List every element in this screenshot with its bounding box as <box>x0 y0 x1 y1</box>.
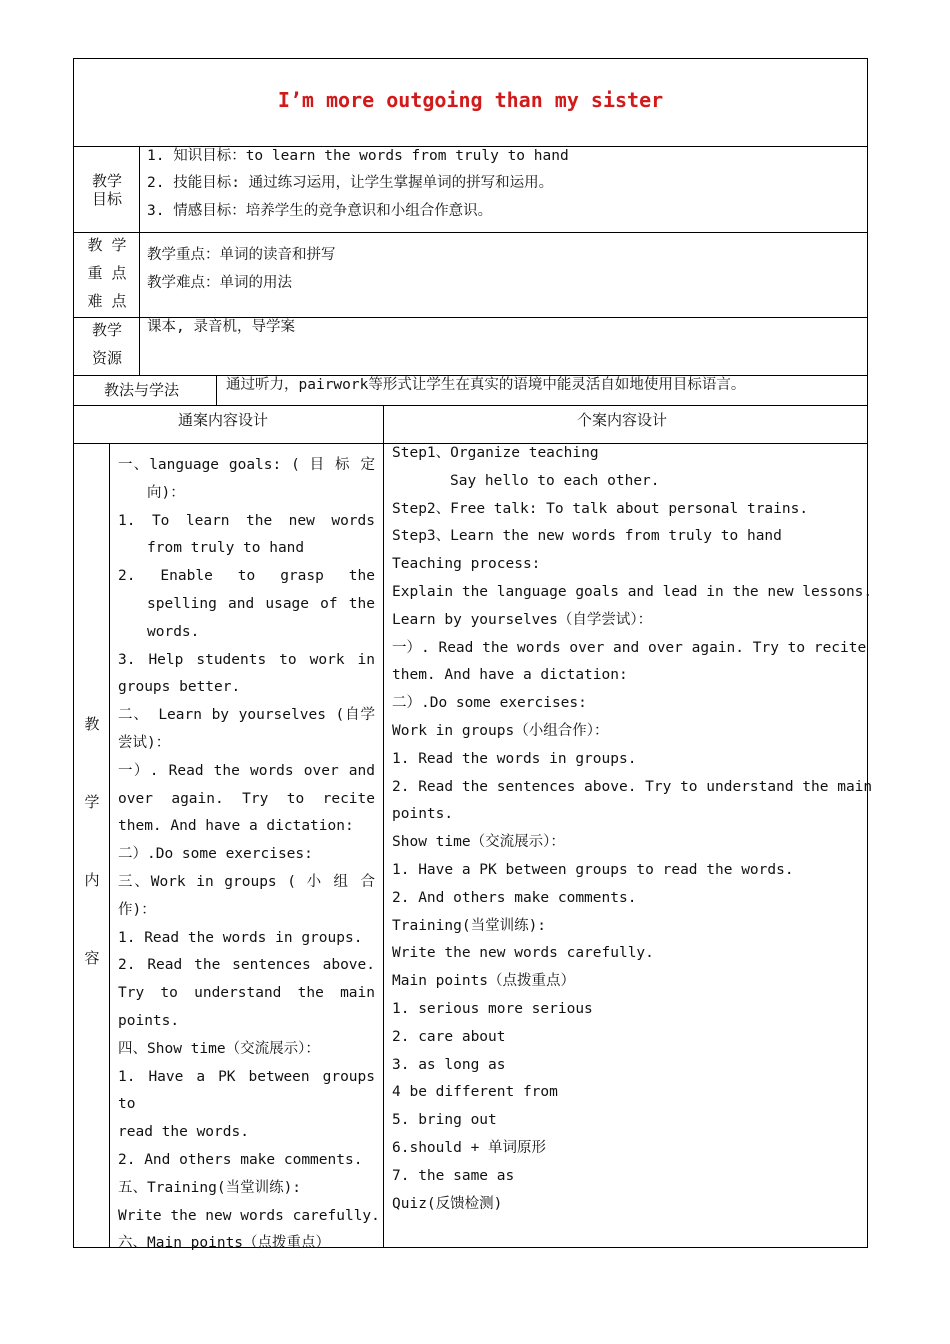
content-line: points. <box>392 806 454 823</box>
content-line: spelling and usage of the <box>147 595 375 612</box>
content-line: 4 be different from <box>392 1084 558 1101</box>
content-line: 尝试)： <box>118 734 171 751</box>
content-line: Step1、Organize teaching <box>392 445 599 461</box>
col-divider <box>109 443 110 1248</box>
content-line: 2. Enable to grasp the <box>118 568 375 585</box>
content-line: 五、Training(当堂训练): <box>118 1179 302 1196</box>
general-content <box>118 452 380 1258</box>
methods-label: 教法与学法 <box>104 381 180 399</box>
content-line: 3. Help students to work in <box>118 651 375 668</box>
content-line: them. And have a dictation: <box>392 667 628 684</box>
content-line: Write the new words carefully. <box>392 945 654 962</box>
page-title: I’m more outgoing than my sister <box>277 88 664 112</box>
content-line: 2. And others make comments. <box>118 1151 363 1168</box>
content-line: Quiz(反馈检测) <box>392 1195 503 1212</box>
side-label-char: 学 <box>84 793 100 811</box>
content-line: Say hello to each other. <box>450 472 660 489</box>
content-line: 5. bring out <box>392 1112 497 1129</box>
objective-item: 2. 技能目标: 通过练习运用，让学生掌握单词的拼写和运用。 <box>147 175 554 191</box>
content-line: Show time（交流展示）： <box>392 834 565 851</box>
content-line: 二）.Do some exercises: <box>392 695 587 712</box>
content-line: Work in groups（小组合作）： <box>392 722 609 739</box>
content-line: 2. And others make comments. <box>392 889 637 906</box>
content-line: them. And have a dictation: <box>118 818 354 835</box>
content-line: 1. Have a PK between groups to read the words. <box>392 861 794 878</box>
content-line: points. <box>118 1012 180 1029</box>
content-line: 一）. Read the words over and <box>118 762 375 779</box>
content-line: 3. as long as <box>392 1056 506 1073</box>
content-line: 二、 Learn by yourselves (自学 <box>118 707 375 724</box>
content-line: Main points（点拨重点） <box>392 973 576 990</box>
side-label-char: 容 <box>84 949 100 967</box>
objective-item: 1. 知识目标：to learn the words from truly to hand <box>147 148 569 164</box>
content-line: Teaching process: <box>392 556 541 573</box>
left-column-header: 通案内容设计 <box>178 411 269 429</box>
content-line: read the words. <box>118 1124 249 1141</box>
content-line: 1. serious more serious <box>392 1000 593 1017</box>
resources-text: 课本, 录音机，导学案 <box>147 319 295 335</box>
content-line: groups better. <box>118 679 241 696</box>
content-line: 6.should + 单词原形 <box>392 1139 547 1156</box>
content-line: Explain the language goals and lead in the new lessons. <box>392 583 873 600</box>
content-line: 四、Show time（交流展示）： <box>118 1040 320 1057</box>
resources-label: 教学 资源 <box>91 321 122 367</box>
objective-item: 3. 情感目标：培养学生的竞争意识和小组合作意识。 <box>147 203 493 219</box>
content-line: 1. Read the words in groups. <box>392 750 637 767</box>
content-line: Try to understand the main <box>118 985 375 1002</box>
content-line: 二）.Do some exercises: <box>118 846 313 863</box>
content-line: words. <box>147 623 200 640</box>
content-line: 六、Main points（点拨重点） <box>118 1235 331 1252</box>
content-line: Training(当堂训练): <box>392 917 547 934</box>
content-line: 三、Work in groups ( 小 组 合 <box>118 873 375 890</box>
content-line: 向)： <box>147 484 185 501</box>
key-point-item: 教学难点：单词的用法 <box>147 275 292 291</box>
content-line: from truly to hand <box>147 540 305 557</box>
content-line: 1. Have a PK between groups to <box>118 1068 375 1113</box>
col-divider <box>139 146 140 375</box>
row-divider <box>73 232 868 233</box>
right-column-header: 个案内容设计 <box>577 411 668 429</box>
key-points-label: 教 学 重 点 难 点 <box>87 236 127 310</box>
content-line: 1. Read the words in groups. <box>118 929 363 946</box>
key-point-item: 教学重点：单词的读音和拼写 <box>147 247 336 263</box>
content-line: over again. Try to recite <box>118 790 375 807</box>
content-line: 2. care about <box>392 1028 506 1045</box>
col-divider <box>383 405 384 1248</box>
side-label-char: 教 <box>84 715 100 733</box>
content-line: 1. To learn the new words <box>118 512 375 529</box>
content-line: 一）. Read the words over and over again. Try to recite <box>392 639 867 656</box>
content-line: 2. Read the sentences above. <box>118 957 375 974</box>
content-line: 作)： <box>118 901 156 918</box>
objectives-label: 教学 目标 <box>91 172 122 208</box>
methods-text: 通过听力，pairwork等形式让学生在真实的语境中能灵活自如地使用目标语言。 <box>226 377 746 393</box>
content-line: Write the new words carefully. <box>118 1207 380 1224</box>
content-line: Learn by yourselves（自学尝试）： <box>392 611 653 628</box>
content-line: 2. Read the sentences above. Try to understand the main <box>392 778 873 795</box>
individual-content <box>392 440 873 1218</box>
content-line: Step3、Learn the new words from truly to hand <box>392 528 782 545</box>
col-divider <box>216 375 217 405</box>
content-line: 一、language goals: ( 目 标 定 <box>118 457 375 473</box>
content-line: 7. the same as <box>392 1167 515 1184</box>
side-label-char: 内 <box>84 871 100 889</box>
content-line: Step2、Free talk: To talk about personal trains. <box>392 500 809 517</box>
